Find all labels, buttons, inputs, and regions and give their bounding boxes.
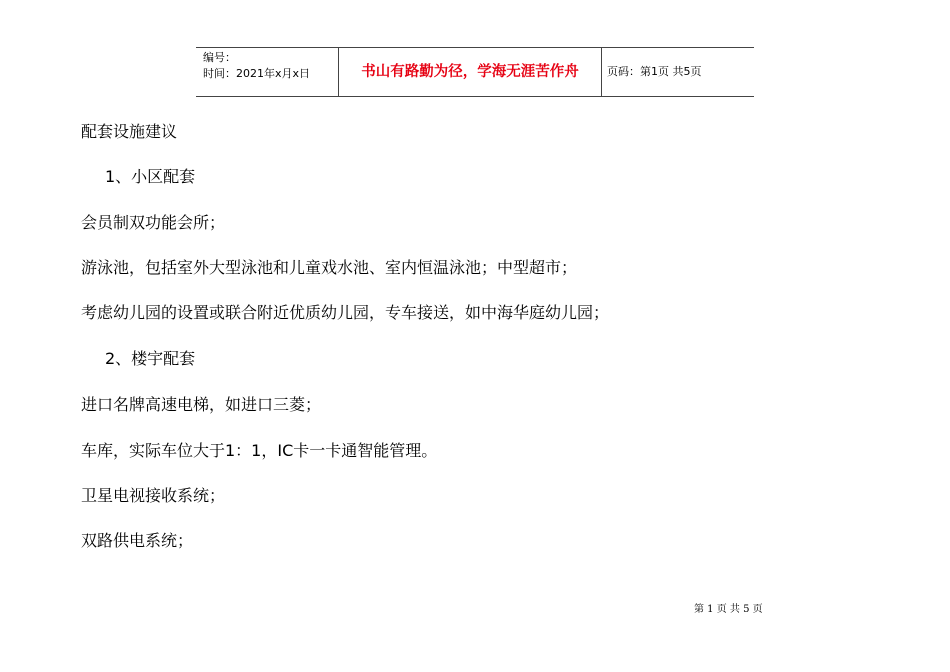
paragraph: 进口名牌高速电梯，如进口三菱； xyxy=(81,395,322,414)
page-header xyxy=(196,47,754,97)
page-footer: 第 1 页 共 5 页 xyxy=(694,604,763,615)
paragraph: 考虑幼儿园的设置或联合附近优质幼儿园，专车接送，如中海华庭幼儿园； xyxy=(81,303,610,322)
header-divider xyxy=(601,48,602,96)
header-meta xyxy=(203,50,310,82)
subsection-heading: 1、小区配套 xyxy=(105,167,196,186)
paragraph: 车库，实际车位大于1：1，IC卡一卡通智能管理。 xyxy=(81,441,438,460)
subsection-heading: 2、楼宇配套 xyxy=(105,349,196,368)
paragraph: 会员制双功能会所； xyxy=(81,213,226,232)
section-title: 配套设施建议 xyxy=(81,122,178,141)
paragraph: 游泳池，包括室外大型泳池和儿童戏水池、室内恒温泳池；中型超市； xyxy=(81,258,578,277)
header-motto: 书山有路勤为径，学海无涯苦作舟 xyxy=(361,63,579,80)
header-page-info: 页码：第1页 共5页 xyxy=(607,65,702,78)
date-label: 时间：2021年x月x日 xyxy=(203,67,311,80)
paragraph: 双路供电系统； xyxy=(81,531,194,550)
paragraph: 卫星电视接收系统； xyxy=(81,486,226,505)
serial-label: 编号： xyxy=(203,51,236,64)
